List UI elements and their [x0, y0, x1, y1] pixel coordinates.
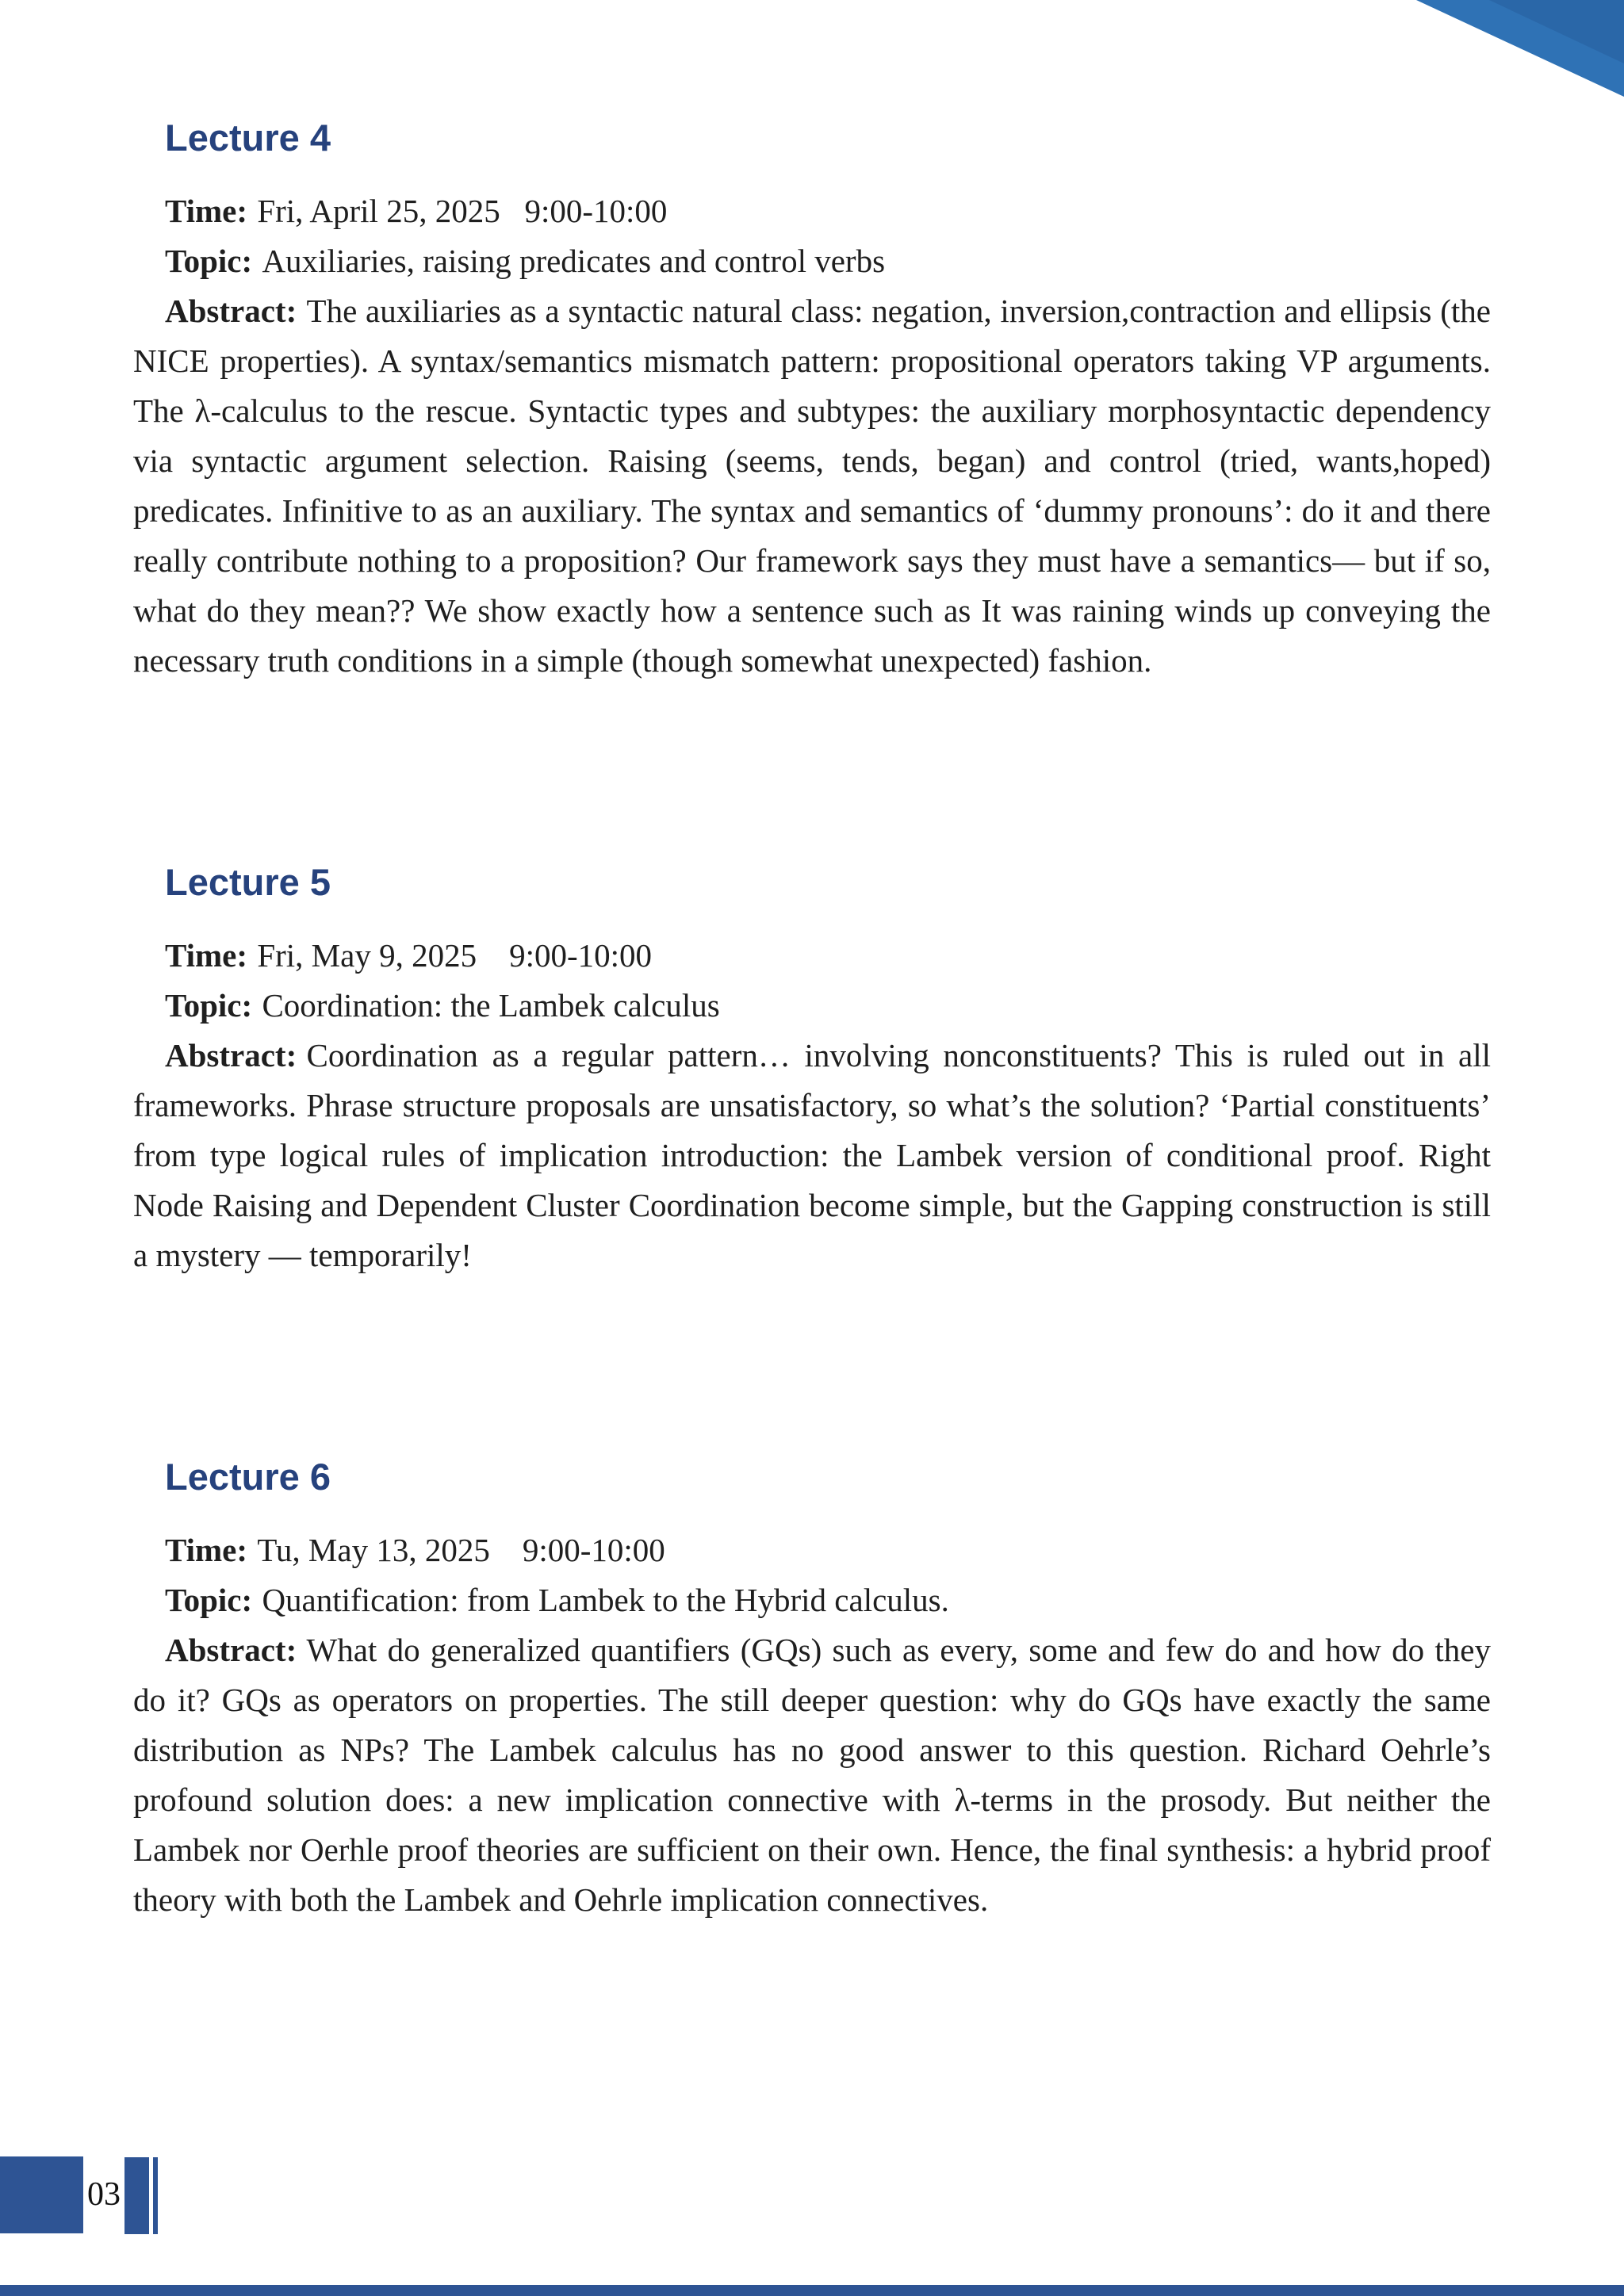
lecture-5-title: Lecture 5	[165, 861, 331, 903]
page-content	[133, 116, 1491, 1925]
abstract-label: Abstract:	[165, 293, 297, 329]
lecture-4-title: Lecture 4	[165, 117, 331, 159]
lecture-5-section	[133, 860, 1491, 1280]
lecture-5-topic-row	[133, 981, 1491, 1031]
lecture-4-time-row	[133, 186, 1491, 236]
lecture-6-abstract: What do generalized quantifiers (GQs) such as every, some and few do and how do they do it? GQs as operators on properties. The still deeper question: why do GQs have exactly the same distribution as NPs? The Lambek calculus has no good answer to this question. Richard Oehrle’s profound solution does: a new implication connective with λ-terms in the prosody. But neither the Lambek nor Oerhle proof theories are sufficient on their own. Hence, the final synthesis: a hybrid proof theory with both the Lambek and Oehrle implication connectives.	[133, 1632, 1491, 1918]
lecture-6-time: Tu, May 13, 2025 9:00-10:00	[257, 1532, 665, 1568]
lecture-4-topic: Auxiliaries, raising predicates and control verbs	[262, 243, 886, 279]
bottom-accent-band	[0, 2285, 1624, 2296]
abstract-label: Abstract:	[165, 1632, 297, 1668]
footer-accent-bar-thin	[153, 2157, 158, 2234]
time-label: Time:	[165, 937, 248, 974]
topic-label: Topic:	[165, 1582, 253, 1618]
lecture-4-abstract: The auxiliaries as a syntactic natural class: negation, inversion,contraction and ellipsis (the NICE properties). A syntax/semantics mismatch pattern: propositional operators taking VP arguments. The λ-calculus to the rescue. Syntactic types and subtypes: the auxiliary morphosyntactic dependency via syntactic argument selection. Raising (seems, tends, began) and control (tried, wants,hoped) predicates. Infinitive to as an auxiliary. The syntax and semantics of ‘dummy pronouns’: do it and there really contribute nothing to a proposition? Our framework says they must have a semantics— but if so, what do they mean?? We show exactly how a sentence such as It was raining winds up conveying the necessary truth conditions in a simple (though somewhat unexpected) fashion.	[133, 293, 1491, 679]
page-number: 03	[87, 2176, 121, 2213]
topic-label: Topic:	[165, 243, 253, 279]
lecture-6-abstract-row	[133, 1625, 1491, 1925]
lecture-6-section	[133, 1455, 1491, 1925]
lecture-6-topic-row	[133, 1575, 1491, 1625]
lecture-4-abstract-row	[133, 286, 1491, 686]
page-footer	[0, 2155, 1624, 2234]
corner-ribbon-decoration	[1416, 0, 1624, 97]
lecture-6-title: Lecture 6	[165, 1456, 331, 1498]
footer-accent-bar-medium	[124, 2157, 149, 2234]
time-label: Time:	[165, 1532, 248, 1568]
time-label: Time:	[165, 193, 248, 229]
lecture-5-abstract: Coordination as a regular pattern… involving nonconstituents? This is ruled out in all frameworks. Phrase structure proposals are unsatisfactory, so what’s the solution? ‘Partial constituents’ from type logical rules of implication introduction: the Lambek version of conditional proof. Right Node Raising and Dependent Cluster Coordination become simple, but the Gapping construction is still a mystery — temporarily!	[133, 1037, 1491, 1273]
corner-ribbon-fold	[1489, 0, 1624, 63]
lecture-5-time-row	[133, 931, 1491, 981]
footer-accent-rectangle	[0, 2156, 83, 2233]
lecture-5-topic: Coordination: the Lambek calculus	[262, 987, 720, 1024]
lecture-4-topic-row	[133, 236, 1491, 286]
topic-label: Topic:	[165, 987, 253, 1024]
lecture-5-abstract-row	[133, 1031, 1491, 1280]
lecture-4-section	[133, 116, 1491, 686]
lecture-6-topic: Quantification: from Lambek to the Hybrid calculus.	[262, 1582, 949, 1618]
lecture-6-time-row	[133, 1525, 1491, 1575]
lecture-4-time: Fri, April 25, 2025 9:00-10:00	[257, 193, 668, 229]
abstract-label: Abstract:	[165, 1037, 297, 1073]
lecture-5-time: Fri, May 9, 2025 9:00-10:00	[257, 937, 652, 974]
